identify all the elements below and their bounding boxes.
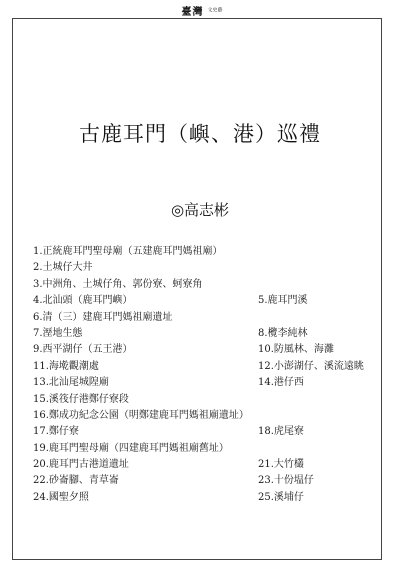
list-item-right (258, 441, 373, 457)
list-item (33, 244, 373, 260)
list-item (33, 408, 373, 424)
list-item (33, 457, 373, 473)
logo-sub-text: 文史藝 (207, 7, 223, 14)
list-item-right (258, 277, 373, 293)
list-item-right (258, 310, 373, 326)
list-item-left: 20.鹿耳門古港道遺址 (33, 459, 129, 471)
list-item-right: 18.虎尾寮 (258, 426, 304, 438)
list-item-right (258, 392, 373, 408)
list-item (33, 293, 373, 309)
list-item-left: 13.北汕尾城隍廟 (33, 377, 109, 389)
page-title: 古鹿耳門（嶼、港）巡禮 (79, 122, 321, 146)
list-item-right (258, 408, 373, 424)
list-item (33, 441, 373, 457)
list-item-right (258, 244, 373, 260)
site-list (33, 244, 373, 506)
list-item-left: 11.海墘觀潮處 (33, 360, 99, 372)
list-item (33, 277, 373, 293)
list-item-left: 4.北汕頭（鹿耳門嶼） (33, 295, 133, 307)
list-item-left: 24.國聖夕照 (33, 491, 89, 503)
list-item (33, 392, 373, 408)
list-item (33, 490, 373, 506)
list-item-left: 2.土城仔大井 (33, 262, 93, 274)
list-item-right: 8.欖李純林 (258, 327, 308, 339)
list-item-right: 5.鹿耳門溪 (258, 295, 308, 307)
publication-logo (0, 3, 400, 17)
list-item-right: 14.港仔西 (258, 377, 304, 389)
list-item-right: 21.大竹欉 (258, 459, 304, 471)
list-item-left: 16.鄭成功紀念公園（明鄭建鹿耳門媽祖廟遺址） (33, 409, 249, 421)
list-item-left: 22.砂崙腳、青草崙 (33, 475, 119, 487)
list-item-right (258, 260, 373, 276)
list-item-right: 10.防風林、海灘 (258, 344, 334, 356)
list-item-left: 6.清（三）建鹿耳門媽祖廟遺址 (33, 311, 173, 323)
list-item-right: 25.溪埔仔 (258, 491, 304, 503)
list-item (33, 375, 373, 391)
list-item (33, 326, 373, 342)
list-item-right: 23.十份塭仔 (258, 475, 314, 487)
author-byline: ◎高志彬 (170, 201, 230, 219)
logo-main-text: 臺灣 (177, 7, 207, 18)
list-item (33, 260, 373, 276)
list-item-left: 1.正統鹿耳門聖母廟（五建鹿耳門媽祖廟） (33, 246, 223, 257)
list-item-left: 9.西平湖仔（五王港） (33, 344, 133, 356)
list-item (33, 359, 373, 375)
list-item-left: 19.鹿耳門聖母廟（四建鹿耳門媽祖廟舊址） (33, 442, 229, 454)
list-item (33, 310, 373, 326)
list-item-left: 3.中洲角、土城仔角、郭份寮、蚵寮角 (33, 278, 203, 290)
list-item (33, 473, 373, 489)
list-item-right: 12.小澎湖仔、溪流遠眺 (258, 360, 364, 372)
list-item-left: 7.溼地生態 (33, 327, 83, 339)
list-item (33, 424, 373, 440)
list-item-left: 15.溪筏仔港鄭仔寮段 (33, 393, 129, 405)
list-item (33, 342, 373, 358)
list-item-left: 17.鄭仔寮 (33, 426, 79, 438)
